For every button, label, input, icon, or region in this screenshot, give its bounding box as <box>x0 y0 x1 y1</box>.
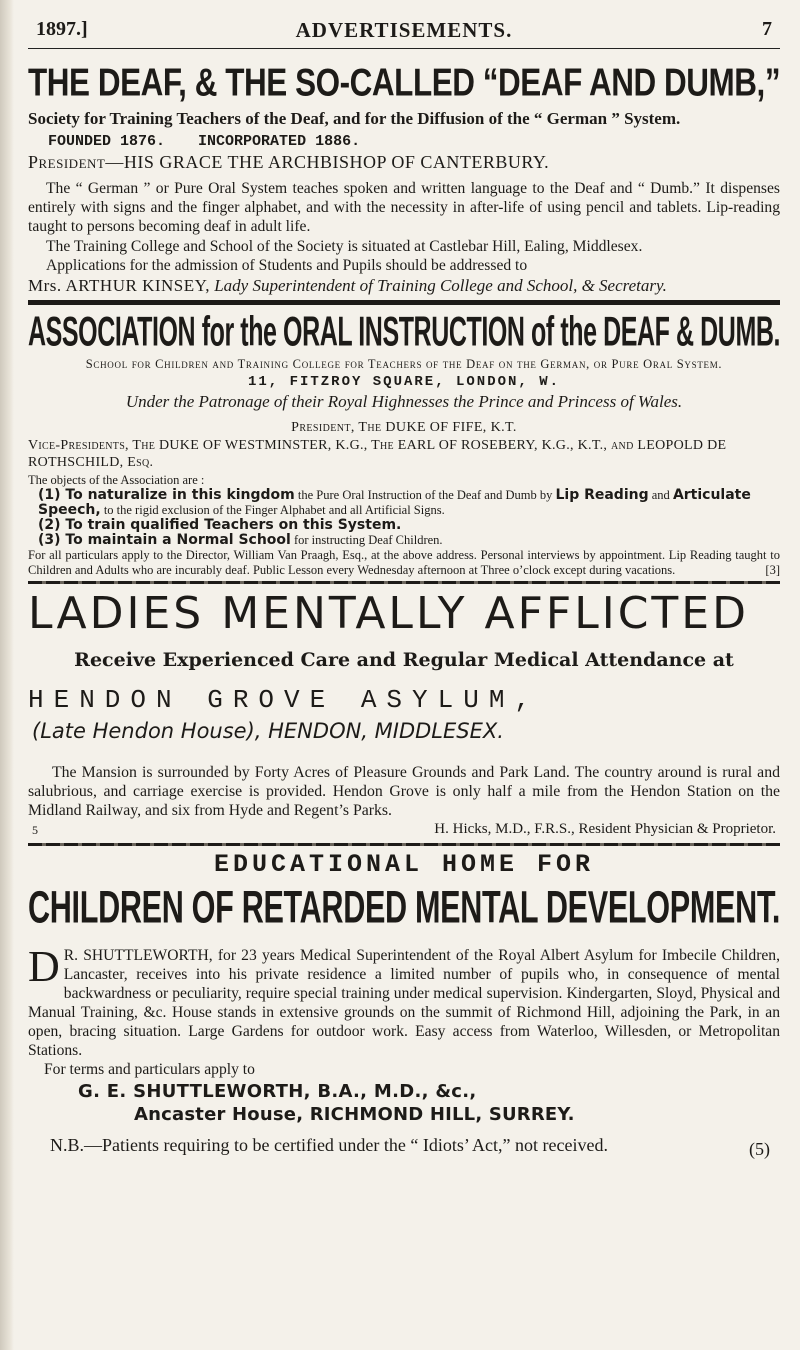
ad1-incorporated: INCORPORATED 1886. <box>198 133 361 150</box>
ad1-paragraph-1: The “ German ” or Pure Oral System teaches spoken and written language to the Deaf and “ Dumb.” It dispenses entirely with signs and the finger alphabet, and with the necessity in after-life of using pencil and tablets. Lip-reading taught to persons becoming deaf in adult life. <box>28 180 780 236</box>
ad2-vice-presidents: Vice-Presidents, The DUKE OF WESTMINSTER, K.G., The EARL OF ROSEBERY, K.G., K.T., and LEOPOLD DE ROTHSCHILD, Esq. <box>28 438 727 471</box>
ad1-founded: FOUNDED 1876. <box>48 133 166 150</box>
ad2-patronage: Under the Patronage of their Royal Highnesses the Prince and Princess of Wales. <box>125 392 683 412</box>
divider-rule <box>28 300 780 305</box>
ad3-location: (Late Hendon House), HENDON, MIDDLESEX. <box>32 719 504 744</box>
ad2-object-3-text: for instructing Deaf Children. <box>293 533 443 548</box>
ad2-title: ASSOCIATION for the ORAL INSTRUCTION of the DEAF & DUMB. <box>28 309 781 356</box>
ad2-footer-text: For all particulars apply to the Director, William Van Praagh, Esq., at the above address. Personal interviews by appointment. Lip Reading taught to Children and Adults who are incurably deaf. Public Lesson every Wednesday afternoon at Three o’clock except during vacations. <box>28 548 780 577</box>
ad2-object-1-tail: to the rigid exclusion of the Finger Alphabet and all Artificial Signs. <box>103 503 445 518</box>
ad1-president: President—HIS GRACE THE ARCHBISHOP OF CANTERBURY. <box>28 152 550 172</box>
ad1-founded-line <box>28 133 780 150</box>
ad4-reference-number: (5) <box>749 1139 770 1160</box>
ad2-object-1 <box>38 488 780 518</box>
content <box>28 14 781 1160</box>
ad4-note <box>28 1135 780 1160</box>
ad1-contact-name: Mrs. ARTHUR KINSEY, <box>28 276 210 296</box>
ad1-paragraph-3: Applications for the admission of Students and Pupils should be addressed to <box>46 256 528 274</box>
advertisement-deaf-society <box>28 61 780 296</box>
ad4-terms: For terms and particulars apply to <box>44 1061 255 1079</box>
ad3-receive: Receive Experienced Care and Regular Medical Attendance at <box>74 649 734 672</box>
ad2-object-1-and: and <box>651 488 670 503</box>
ad2-object-3 <box>38 533 780 548</box>
ad3-asylum-name: HENDON GROVE ASYLUM, <box>28 685 541 716</box>
divider-rule <box>28 843 780 846</box>
ad2-object-1-lip-reading: Lip Reading <box>555 487 649 504</box>
header-title: ADVERTISEMENTS. <box>295 18 513 42</box>
advertisement-hendon-grove <box>28 588 780 839</box>
ad4-contact-name: G. E. SHUTTLEWORTH, B.A., M.D., &c., <box>78 1081 477 1103</box>
page-binding-shadow <box>0 0 14 1350</box>
ad1-contact-role: Lady Superintendent of Training College and School, & Secretary. <box>214 276 667 296</box>
ad2-objects-list <box>28 488 780 548</box>
ad2-school: School for Children and Training College for Teachers of the Deaf on the German, or Pure Oral System. <box>85 357 723 372</box>
ad4-dropcap: D <box>28 942 60 992</box>
ad2-object-1-lead: (1) To naturalize in this kingdom <box>38 487 295 504</box>
ad3-description: The Mansion is surrounded by Forty Acres of Pleasure Grounds and Park Land. The country around is rural and salubrious, and carriage exercise is provided. Hendon Grove is only half a mile from the Hendon Station on the Midland Railway, and six from Hyde and Regent’s Parks. <box>28 764 780 820</box>
advertisement-educational-home <box>28 850 781 1160</box>
ad2-reference-number: [3] <box>765 562 780 577</box>
ad3-reference-number: 5 <box>32 823 38 838</box>
header-year: 1897.] <box>36 18 88 40</box>
ad4-note-text: N.B.—Patients requiring to be certified under the “ Idiots’ Act,” not received. <box>50 1135 608 1156</box>
ad2-object-3-lead: (3) To maintain a Normal School <box>38 532 291 549</box>
divider-rule <box>28 581 780 584</box>
ad2-objects-intro: The objects of the Association are : <box>28 473 205 488</box>
ad1-title: THE DEAF, & THE SO-CALLED “DEAF AND DUMB,” <box>28 61 781 105</box>
ad4-title: CHILDREN OF RETARDED MENTAL DEVELOPMENT. <box>28 883 781 934</box>
ad2-object-2: (2) To train qualified Teachers on this System. <box>38 517 402 534</box>
ad3-signature-name: H. Hicks, M.D., F.R.S., Resident Physician & Proprietor. <box>434 821 776 838</box>
ad2-object-1-text: the Pure Oral Instruction of the Deaf and Dumb by <box>297 488 553 503</box>
ad3-title: LADIES MENTALLY AFFLICTED <box>28 588 749 640</box>
running-header <box>28 14 780 49</box>
ad2-president: President, The DUKE OF FIFE, K.T. <box>291 420 517 436</box>
ad1-contact <box>28 276 780 296</box>
ad1-subtitle: Society for Training Teachers of the Deaf, and for the Diffusion of the “ German ” System. <box>28 109 681 128</box>
page-number: 7 <box>762 18 772 40</box>
ad4-body <box>28 942 780 1060</box>
ad1-paragraph-2: The Training College and School of the Society is situated at Castlebar Hill, Ealing, Middlesex. <box>46 237 643 255</box>
advertisement-oral-association <box>28 309 780 577</box>
ad2-address: 11, FITZROY SQUARE, LONDON, W. <box>247 374 561 391</box>
ad3-signature <box>28 821 780 839</box>
ad4-contact-address: Ancaster House, RICHMOND HILL, SURREY. <box>134 1104 575 1126</box>
ad2-footer <box>28 548 780 577</box>
ad4-heading: EDUCATIONAL HOME FOR <box>213 850 595 880</box>
ad2-object-1-speech: Articulate Speech, <box>38 487 751 519</box>
ad4-body-text: R. SHUTTLEWORTH, for 23 years Medical Superintendent of the Royal Albert Asylum for Imbecile Children, Lancaster, receives into his private residence a limited number of pupils who, in consequence of mental backwardness or peculiarity, require special training under medical supervision. Kindergarten, Sloyd, Physical and Manual Training, &c. House stands in extensive grounds on the summit of Richmond Hill, adjoining the Park, in an open, bracing situation. Large Gardens for outdoor work. Easy access from Waterloo, Willesden, or Metropolitan Stations. <box>28 947 780 1060</box>
